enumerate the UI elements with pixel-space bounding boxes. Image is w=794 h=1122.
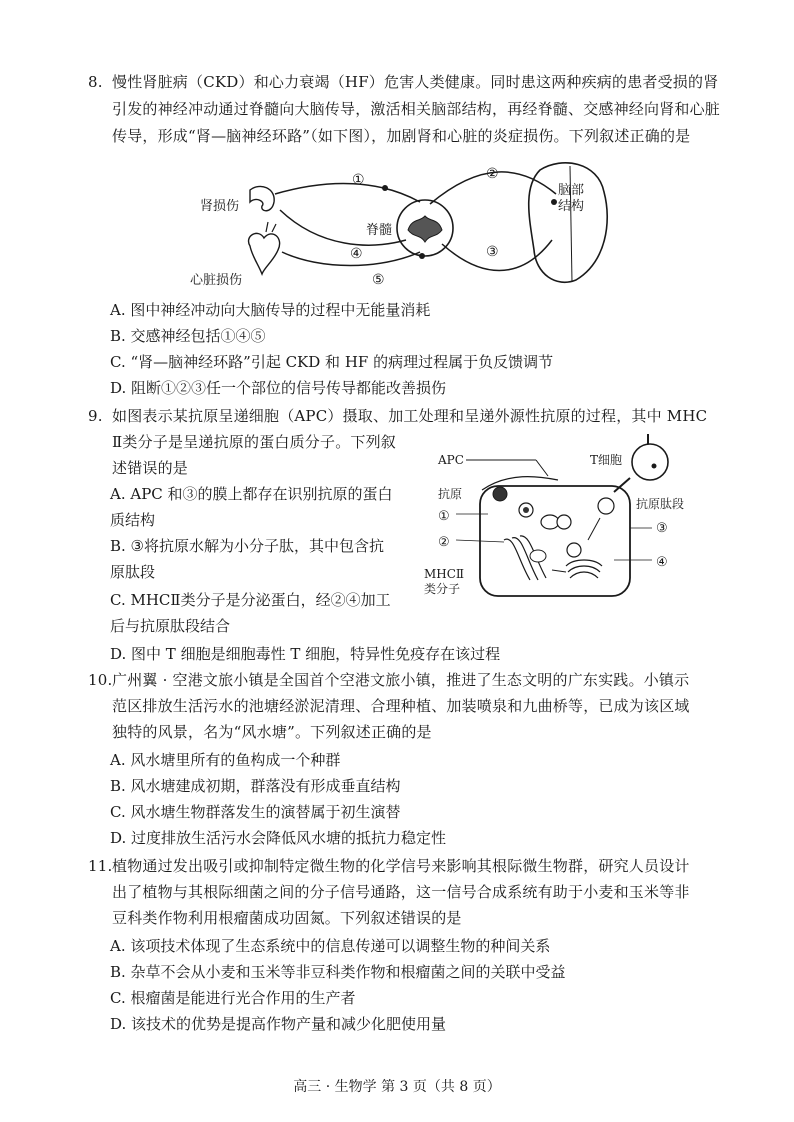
q8-option-a: A. 图中神经冲动向大脑传导的过程中无能量消耗 [110,301,431,319]
q10-stem-line: 范区排放生活污水的池塘经淤泥清理、合理种植、加装喷泉和九曲桥等，已成为该区域 [112,697,690,715]
q8-stem-line: 传导，形成“肾—脑神经环路”（如下图），加剧肾和心脏的炎症损伤。下列叙述正确的是 [112,127,691,145]
spinal-label: 脊髓 [366,223,393,238]
organelle-mark-1: ① [438,509,450,524]
path-label-2: ② [486,166,499,182]
kidney-brain-circuit-figure [180,152,620,294]
q10-stem-line: 独特的风景，名为“风水塘”。下列叙述正确的是 [112,723,432,741]
path-label-5: ⑤ [372,272,385,288]
nerve-path-1 [275,184,420,202]
q9-option-d: D. 图中 T 细胞是细胞毒性 T 细胞，特异性免疫存在该过程 [110,645,501,663]
q9-stem-line: 如图表示某抗原呈递细胞（APC）摄取、加工处理和呈递外源性抗原的过程，其中 MHC [112,407,708,425]
q10-number: 10. [88,671,113,689]
heart-icon [249,233,280,274]
q9-option-c-cont: 后与抗原肽段结合 [110,617,231,635]
path-label-4: ④ [350,246,363,262]
q11-stem-line: 豆科类作物利用根瘤菌成功固氮。下列叙述错误的是 [112,909,462,927]
q10-stem-line: 广州翼 · 空港文旅小镇是全国首个空港文旅小镇，推进了生态文明的广东实践。小镇示 [112,671,690,689]
mhc-label: MHCⅡ [424,567,465,581]
q8-stem-line: 慢性肾脏病（CKD）和心力衰竭（HF）危害人类健康。同时患这两种疾病的患者受损的肾 [112,73,719,91]
antigen-icon [493,487,507,501]
q11-option-a: A. 该项技术体现了生态系统中的信息传递可以调整生物的种间关系 [110,937,551,955]
q9-option-b: B. ③将抗原水解为小分子肽，其中包含抗 [110,537,385,555]
q11-option-c: C. 根瘤菌是能进行光合作用的生产者 [110,989,356,1007]
apc-antigen-figure [418,430,708,600]
q10-option-b: B. 风水塘建成初期，群落没有形成垂直结构 [110,777,401,795]
brain-icon [529,163,607,282]
organelle-mark-2: ② [438,535,450,550]
q8-option-c: C. “肾—脑神经环路”引起 CKD 和 HF 的病理过程属于负反馈调节 [110,353,554,371]
peptide-label: 抗原肽段 [636,497,685,511]
q11-stem-line: 出了植物与其根际细菌之间的分子信号通路，这一信号合成系统有助于小麦和玉米等非 [112,883,690,901]
lysosome-icon [557,515,571,529]
antigen-label: 抗原 [438,487,463,501]
heart-label: 心脏损伤 [190,273,243,288]
kidney-label: 肾损伤 [200,199,240,214]
mhc-label: 类分子 [424,582,461,596]
q11-number: 11. [88,857,113,875]
q9-stem-line: Ⅱ类分子是呈递抗原的蛋白质分子。下列叙 [112,433,396,451]
page-footer: 高三 · 生物学 第 3 页（共 8 页） [293,1079,501,1095]
q9-option-a: A. APC 和③的膜上都存在识别抗原的蛋白 [110,485,393,503]
path-label-1: ① [352,172,365,188]
organelle-mark-3: ③ [656,521,668,536]
q10-option-d: D. 过度排放生活污水会降低风水塘的抵抗力稳定性 [110,829,447,847]
organelle-mark-4: ④ [656,555,668,570]
q10-option-a: A. 风水塘里所有的鱼构成一个种群 [110,751,341,769]
q9-stem-line: 述错误的是 [112,459,189,477]
brain-label: 脑部 [558,183,585,198]
q9-option-a-cont: 质结构 [110,511,156,529]
q8-number: 8. [88,73,103,91]
path-label-3: ③ [486,244,499,260]
q11-stem-line: 植物通过发出吸引或抑制特定微生物的化学信号来影响其根际微生物群，研究人员设计 [112,857,690,875]
q8-option-d: D. 阻断①②③任一个部位的信号传导都能改善损伤 [110,379,447,397]
kidney-icon [250,186,274,210]
q9-option-c: C. MHCⅡ类分子是分泌蛋白，经②④加工 [110,591,391,609]
t-cell-icon [632,444,668,480]
q8-option-b: B. 交感神经包括①④⑤ [110,327,266,345]
q11-option-b: B. 杂草不会从小麦和玉米等非豆科类作物和根瘤菌之间的关联中受益 [110,963,566,981]
brain-label: 结构 [558,199,585,214]
q9-option-b-cont: 原肽段 [110,563,156,581]
q11-option-d: D. 该技术的优势是提高作物产量和减少化肥使用量 [110,1015,447,1033]
t-cell-label: T细胞 [590,453,623,467]
q10-option-c: C. 风水塘生物群落发生的演替属于初生演替 [110,803,401,821]
q9-number: 9. [88,407,103,425]
apc-label: APC [438,453,464,467]
q8-stem-line: 引发的神经冲动通过脊髓向大脑传导，激活相关脑部结构，再经脊髓、交感神经向肾和心脏 [112,100,721,118]
